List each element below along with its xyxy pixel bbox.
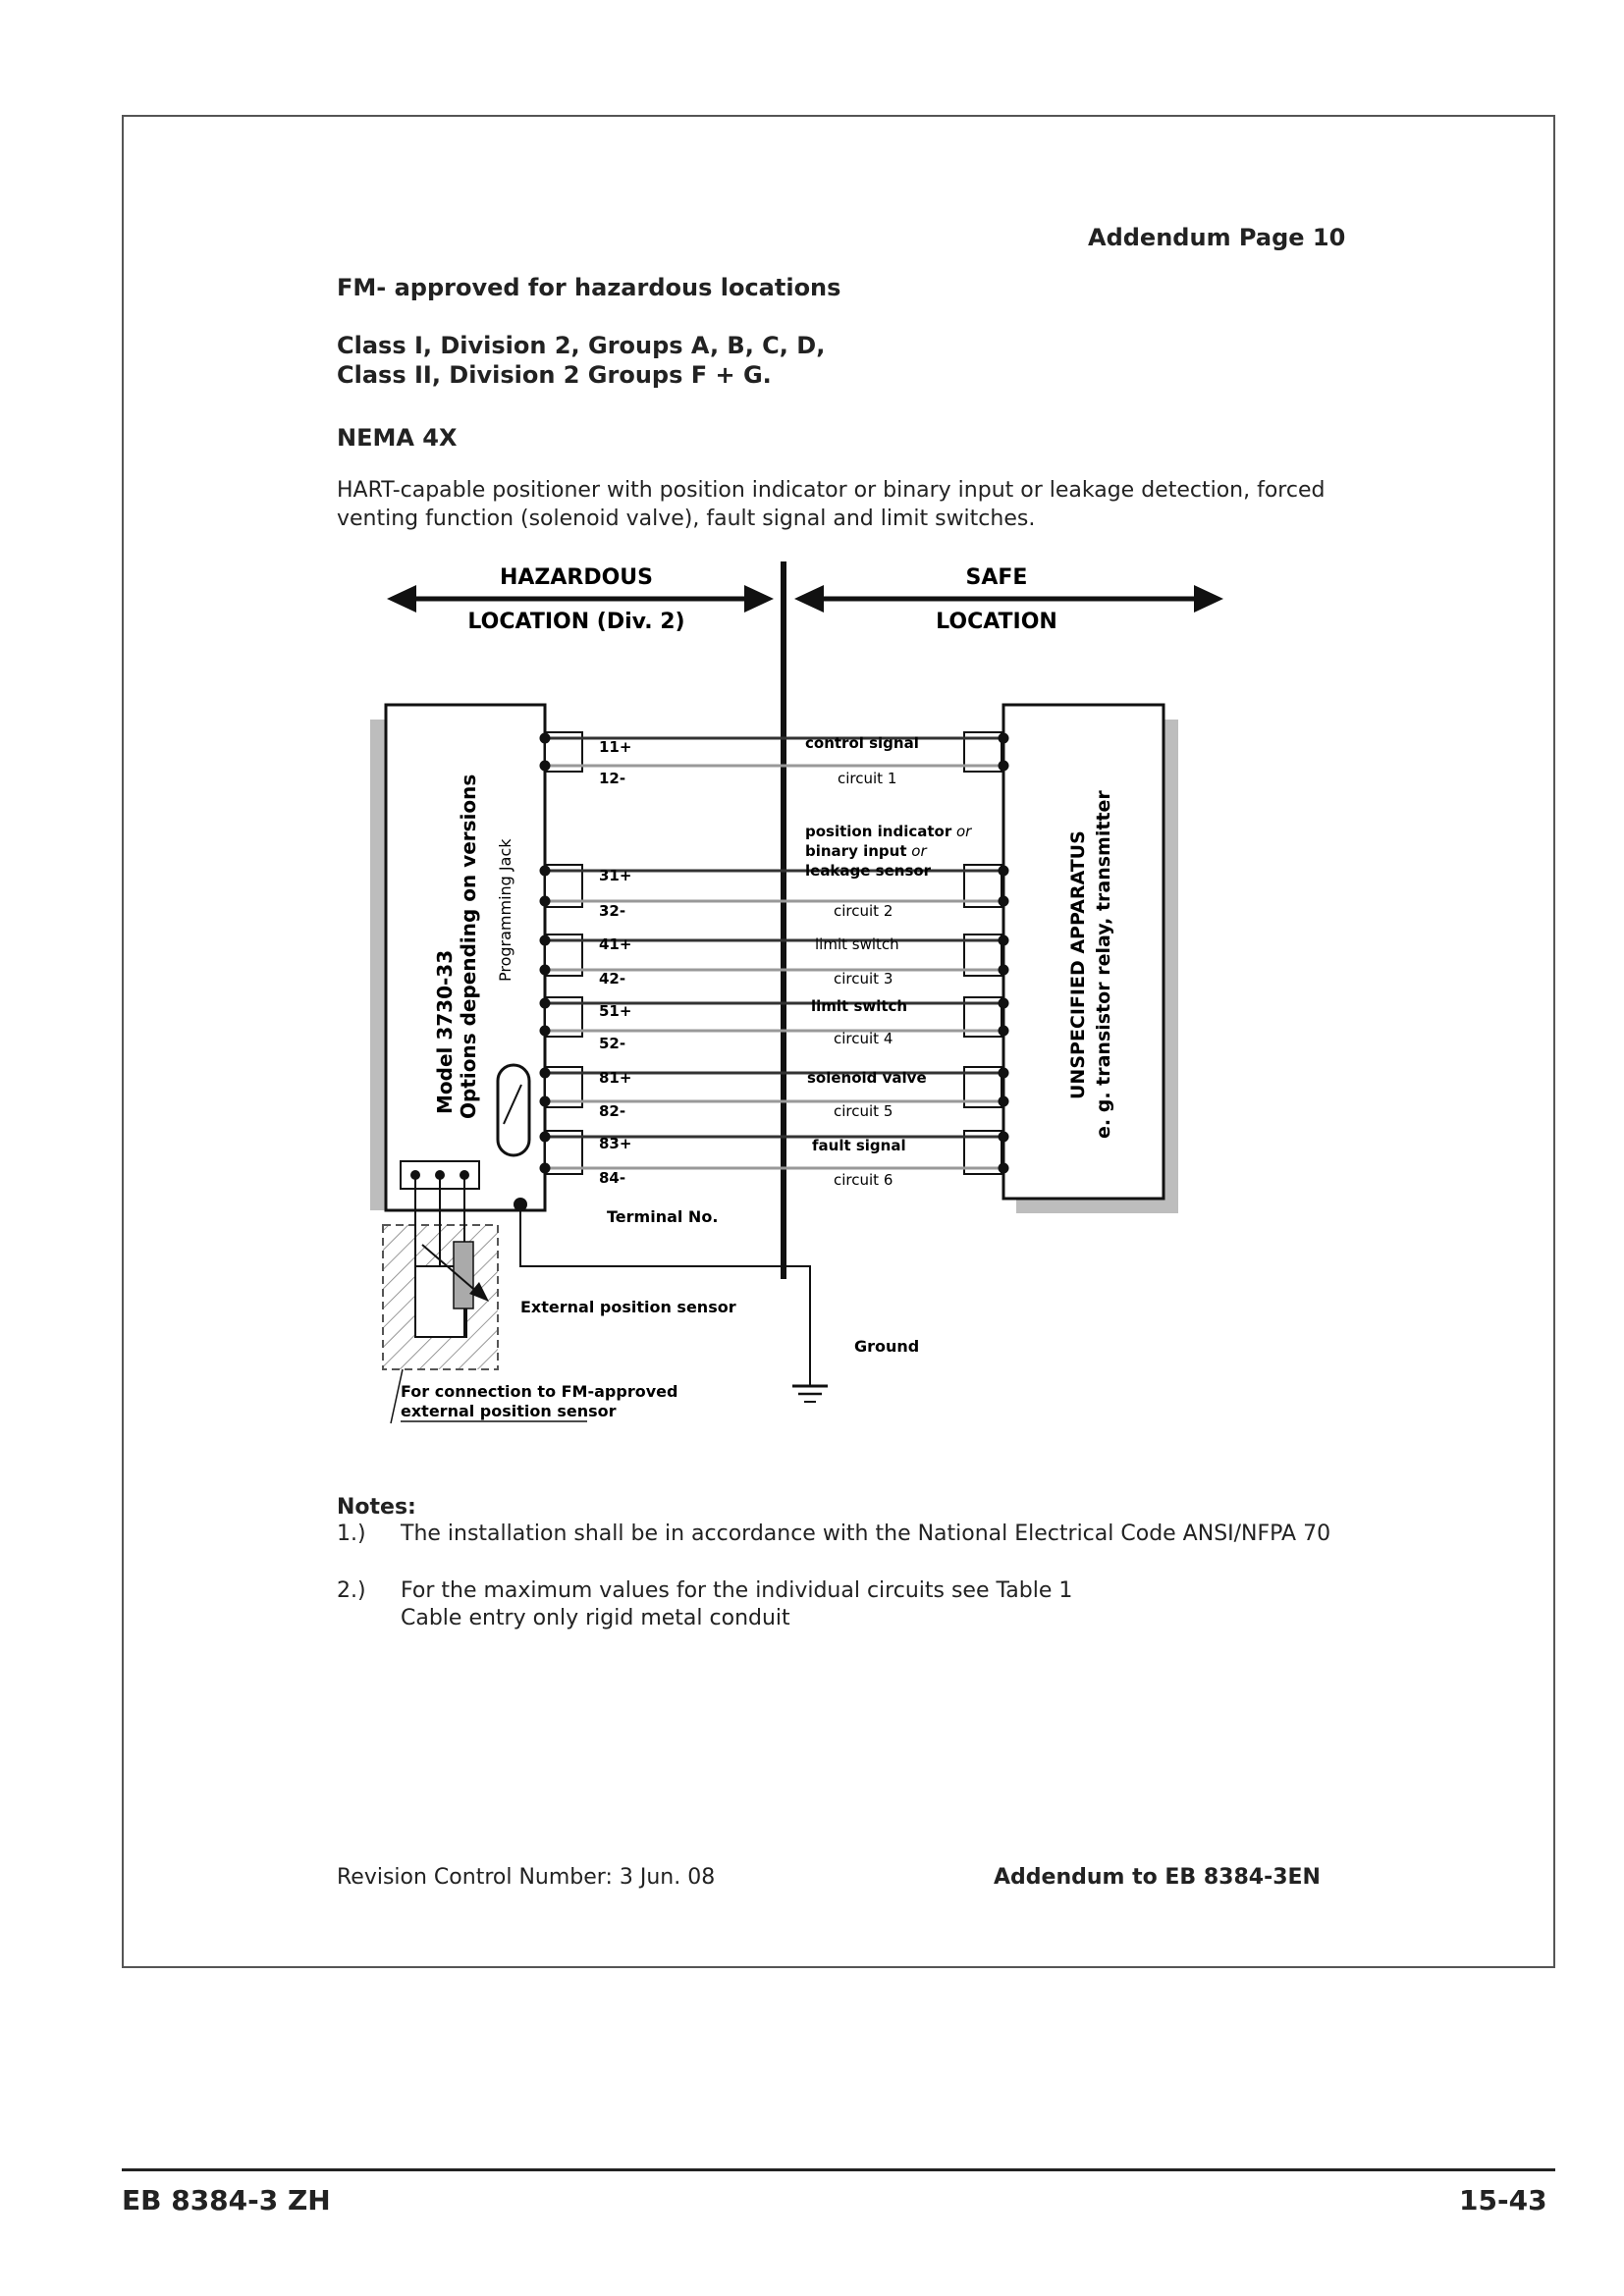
terminal-label: 11+ — [599, 738, 632, 756]
terminal-dot — [540, 866, 551, 877]
footer-page-number: 15-43 — [1459, 2184, 1547, 2216]
signal-label: circuit 6 — [834, 1171, 893, 1189]
terminal-dot — [540, 965, 551, 976]
programming-jack-label: Programming Jack — [496, 838, 514, 982]
signal-label: circuit 2 — [834, 902, 893, 920]
terminal-dot — [540, 733, 551, 744]
apparatus-label: UNSPECIFIED APPARATUS — [1067, 830, 1089, 1099]
note-1-text: The installation shall be in accordance with the National Electrical Code ANSI/NFPA 70 — [401, 1522, 1331, 1546]
terminal-dot — [999, 896, 1009, 907]
terminal-caption: Terminal No. — [607, 1207, 719, 1226]
terminal-label: 31+ — [599, 867, 632, 884]
signal-label-binary-input: binary input — [805, 842, 907, 860]
terminal-label: 12- — [599, 770, 626, 787]
device-options-label: Options depending on versions — [457, 774, 480, 1119]
signal-label: circuit 4 — [834, 1030, 893, 1047]
terminal-dot — [540, 1163, 551, 1174]
approval-title: FM- approved for hazardous locations — [337, 274, 841, 301]
class-line-2: Class II, Division 2 Groups F + G. — [337, 361, 772, 389]
terminal-dot — [999, 866, 1009, 877]
terminal-dot — [999, 965, 1009, 976]
signal-label: limit switch — [815, 935, 899, 953]
hazardous-subtitle: LOCATION (Div. 2) — [467, 610, 685, 634]
ground-label: Ground — [854, 1337, 920, 1356]
terminal-dot — [540, 1068, 551, 1079]
external-sensor-label: External position sensor — [520, 1298, 736, 1316]
terminal-dot — [540, 998, 551, 1009]
note-2-number: 2.) — [337, 1578, 366, 1603]
terminal-dot — [999, 761, 1009, 772]
signal-label — [805, 842, 927, 860]
terminal-label: 84- — [599, 1169, 626, 1187]
fm-note-line-2: external position sensor — [401, 1402, 617, 1420]
terminal-dot — [999, 935, 1009, 946]
safe-subtitle: LOCATION — [936, 610, 1057, 634]
signal-label-position-indicator: position indicator — [805, 823, 952, 840]
terminal-dot — [999, 733, 1009, 744]
terminal-label: 52- — [599, 1035, 626, 1052]
note-2-text-2: Cable entry only rigid metal conduit — [401, 1606, 790, 1630]
terminal-dot — [999, 1132, 1009, 1143]
signal-label: circuit 5 — [834, 1102, 893, 1120]
terminal-dot — [540, 1132, 551, 1143]
notes-heading: Notes: — [337, 1495, 416, 1520]
signal-label: control signal — [805, 734, 919, 752]
terminal-dot — [540, 1096, 551, 1107]
signal-label: fault signal — [812, 1137, 906, 1154]
terminal-dot — [999, 1096, 1009, 1107]
addendum-reference: Addendum to EB 8384-3EN — [994, 1865, 1321, 1890]
signal-label: leakage sensor — [805, 862, 932, 880]
terminal-dot — [540, 935, 551, 946]
fm-note-line-1: For connection to FM-approved — [401, 1382, 678, 1401]
signal-label: limit switch — [811, 997, 908, 1015]
signal-label — [805, 823, 972, 840]
terminal-dot — [999, 1163, 1009, 1174]
addendum-page-label: Addendum Page 10 — [1088, 224, 1346, 251]
apparatus-example-label: e. g. transistor relay, transmitter — [1093, 790, 1114, 1139]
signal-label: circuit 3 — [834, 970, 893, 988]
signal-label: circuit 1 — [838, 770, 897, 787]
terminal-label: 83+ — [599, 1135, 632, 1152]
terminal-dot — [999, 998, 1009, 1009]
terminal-label: 51+ — [599, 1002, 632, 1020]
safe-title: SAFE — [965, 565, 1028, 590]
terminal-dot — [540, 761, 551, 772]
terminal-dot — [540, 1026, 551, 1037]
signal-label: solenoid valve — [807, 1069, 927, 1087]
signal-label-or: or — [956, 823, 972, 840]
description-line-1: HART-capable positioner with position indicator or binary input or leakage detection, forced — [337, 478, 1326, 503]
terminal-label: 82- — [599, 1102, 626, 1120]
terminal-label: 81+ — [599, 1069, 632, 1087]
device-model-label: Model 3730-33 — [433, 949, 457, 1114]
description-line-2: venting function (solenoid valve), fault signal and limit switches. — [337, 507, 1036, 531]
nema-rating: NEMA 4X — [337, 424, 458, 452]
footer-rule — [122, 2168, 1555, 2171]
footer-doc-code: EB 8384-3 ZH — [122, 2184, 331, 2216]
note-1-number: 1.) — [337, 1522, 366, 1546]
terminal-dot — [540, 896, 551, 907]
terminal-dot — [999, 1026, 1009, 1037]
programming-jack — [498, 1065, 529, 1155]
terminal-dot — [999, 1068, 1009, 1079]
ground-wire — [520, 1204, 810, 1386]
signal-label-or: or — [911, 842, 927, 860]
revision-control-number: Revision Control Number: 3 Jun. 08 — [337, 1865, 716, 1890]
class-line-1: Class I, Division 2, Groups A, B, C, D, — [337, 332, 826, 359]
terminal-label: 42- — [599, 970, 626, 988]
hazardous-title: HAZARDOUS — [499, 565, 654, 590]
terminal-label: 32- — [599, 902, 626, 920]
note-2-text-1: For the maximum values for the individual circuits see Table 1 — [401, 1578, 1073, 1603]
terminal-label: 41+ — [599, 935, 632, 953]
